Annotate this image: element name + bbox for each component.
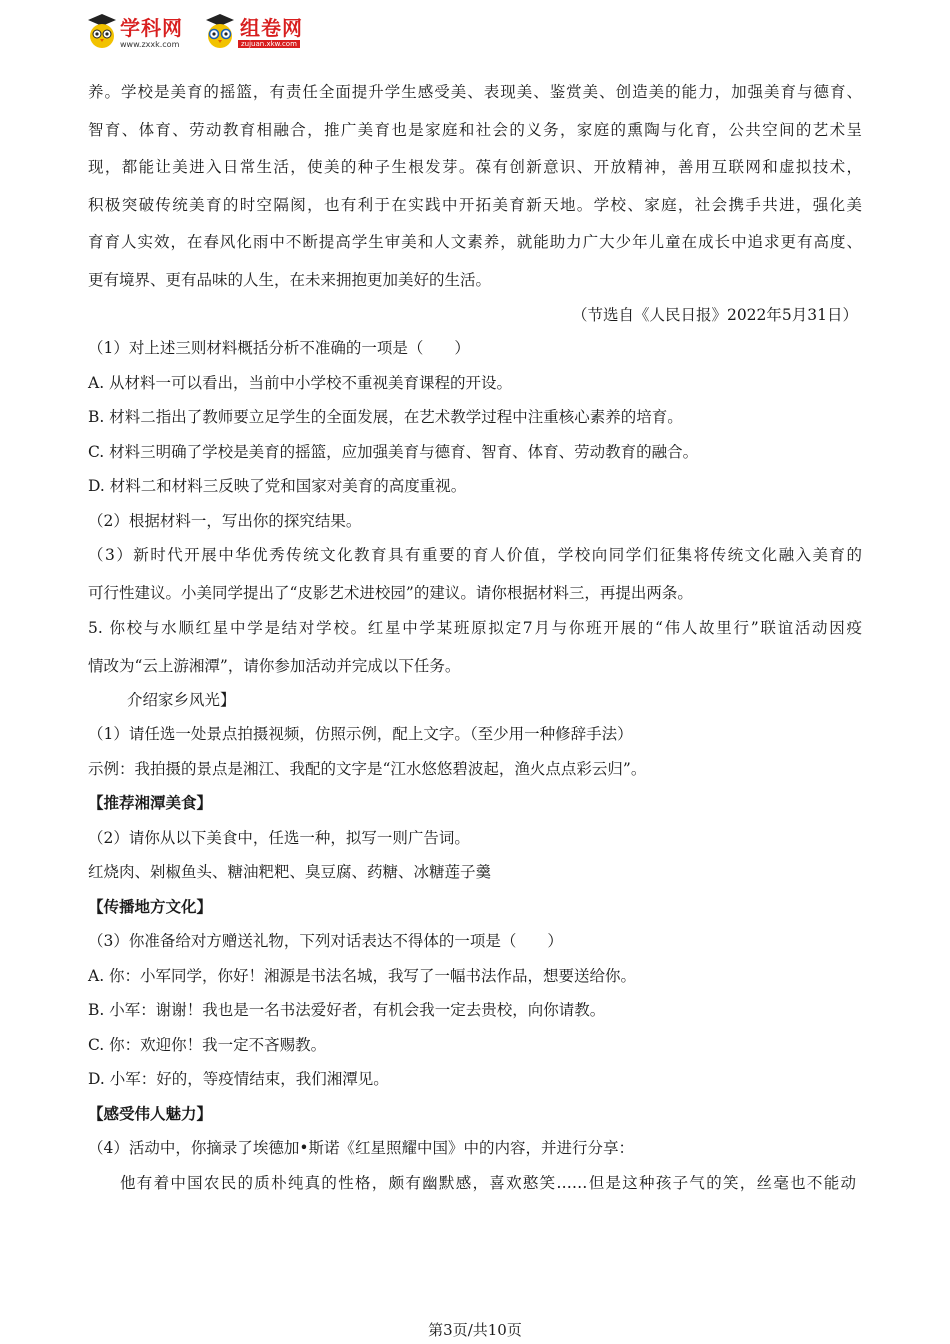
owl-mascot-icon — [86, 12, 118, 54]
owl-glasses-mascot-icon — [204, 12, 236, 54]
option-b: B. 材料二指出了教师要立足学生的全面发展，在艺术教学过程中注重核心素养的培育。 — [88, 408, 683, 426]
passage-line: 更有境界、更有品味的人生，在未来拥抱更加美好的生活。 — [88, 271, 492, 289]
passage-line: 智育、体育、劳动教育相融合，推广美育也是家庭和社会的义务，家庭的熏陶与化育，公共空间的艺术呈 — [88, 121, 862, 139]
question-5-3: （3）你准备给对方赠送礼物，下列对话表达不得体的一项是（ ） — [88, 932, 563, 950]
page-number: 第3页/共10页 — [428, 1321, 522, 1339]
passage-line: 养。学校是美育的摇篮，有责任全面提升学生感受美、表现美、鉴赏美、创造美的能力，加强美育与德育、 — [88, 83, 862, 101]
source-citation: （节选自《人民日报》2022年5月31日） — [571, 306, 858, 324]
food-list: 红烧肉、剁椒鱼头、糖油粑粑、臭豆腐、药糖、冰糖莲子羹 — [88, 863, 492, 881]
logo2-url: zujuan.xkw.com — [238, 40, 300, 48]
passage-line: 现，都能让美进入日常生活，使美的种子生根发芽。葆有创新意识、开放精神，善用互联网和虚拟技术， — [88, 158, 862, 176]
question-4-2: （2）根据材料一，写出你的探究结果。 — [88, 512, 362, 530]
example-text: 示例：我拍摄的景点是湘江、我配的文字是“江水悠悠碧波起，渔火点点彩云归”。 — [88, 760, 647, 778]
question-5-1: （1）请任选一处景点拍摄视频，仿照示例，配上文字。（至少用一种修辞手法） — [88, 725, 633, 743]
option-c: C. 材料三明确了学校是美育的摇篮，应加强美育与德育、智育、体育、劳动教育的融合。 — [88, 443, 699, 461]
option-d: D. 材料二和材料三反映了党和国家对美育的高度重视。 — [88, 477, 467, 495]
section-heading-food: 【推荐湘潭美食】 — [88, 793, 213, 812]
logo1-text: 学科网 — [120, 16, 183, 40]
question-5-intro-line2: 情改为“云上游湘潭”，请你参加活动并完成以下任务。 — [88, 657, 461, 675]
question-4-3-line2: 可行性建议。小美同学提出了“皮影艺术进校园”的建议。请你根据材料三，再提出两条。 — [88, 584, 693, 602]
option-a: A. 从材料一可以看出，当前中小学校不重视美育课程的开设。 — [88, 374, 513, 392]
question-4-1: （1）对上述三则材料概括分析不准确的一项是（ ） — [88, 339, 470, 357]
option-b: B. 小军：谢谢！我也是一名书法爱好者，有机会我一定去贵校，向你请教。 — [88, 1001, 606, 1019]
section-heading-culture: 【传播地方文化】 — [88, 897, 213, 916]
quote-text: 他有着中国农民的质朴纯真的性格，颇有幽默感，喜欢憨笑……但是这种孩子气的笑，丝毫也不能动 — [120, 1174, 856, 1192]
question-5-2: （2）请你从以下美食中，任选一种，拟写一则广告词。 — [88, 829, 470, 847]
zujuanwang-logo — [204, 10, 324, 56]
option-a: A. 你：小军同学，你好！湘源是书法名城，我写了一幅书法作品，想要送给你。 — [88, 967, 637, 985]
question-5-4: （4）活动中，你摘录了埃德加•斯诺《红星照耀中国》中的内容，并进行分享： — [88, 1139, 635, 1157]
passage-line: 育育人实效，在春风化雨中不断提高学生审美和人文素养，就能助力广大少年儿童在成长中追求更有高度、 — [88, 233, 862, 251]
xuekewang-logo — [86, 10, 198, 56]
logo2-text: 组卷网 — [240, 16, 303, 40]
option-c: C. 你：欢迎你！我一定不吝赐教。 — [88, 1036, 327, 1054]
section-heading-leader: 【感受伟人魅力】 — [88, 1104, 213, 1123]
option-d: D. 小军：好的，等疫情结束，我们湘潭见。 — [88, 1070, 389, 1088]
header-logos — [86, 10, 486, 56]
logo1-url: www.zxxk.com — [120, 40, 180, 49]
question-5-intro-line1: 5. 你校与水顺红星中学是结对学校。红星中学某班原拟定7月与你班开展的“伟人故里行”联谊活动因疫 — [88, 619, 862, 637]
section-heading-scenery: 介绍家乡风光】 — [127, 691, 236, 709]
question-4-3-line1: （3）新时代开展中华优秀传统文化教育具有重要的育人价值，学校向同学们征集将传统文化融入美育的 — [88, 546, 862, 564]
passage-line: 积极突破传统美育的时空隔阂，也有利于在实践中开拓美育新天地。学校、家庭，社会携手共进，强化美 — [88, 196, 862, 214]
